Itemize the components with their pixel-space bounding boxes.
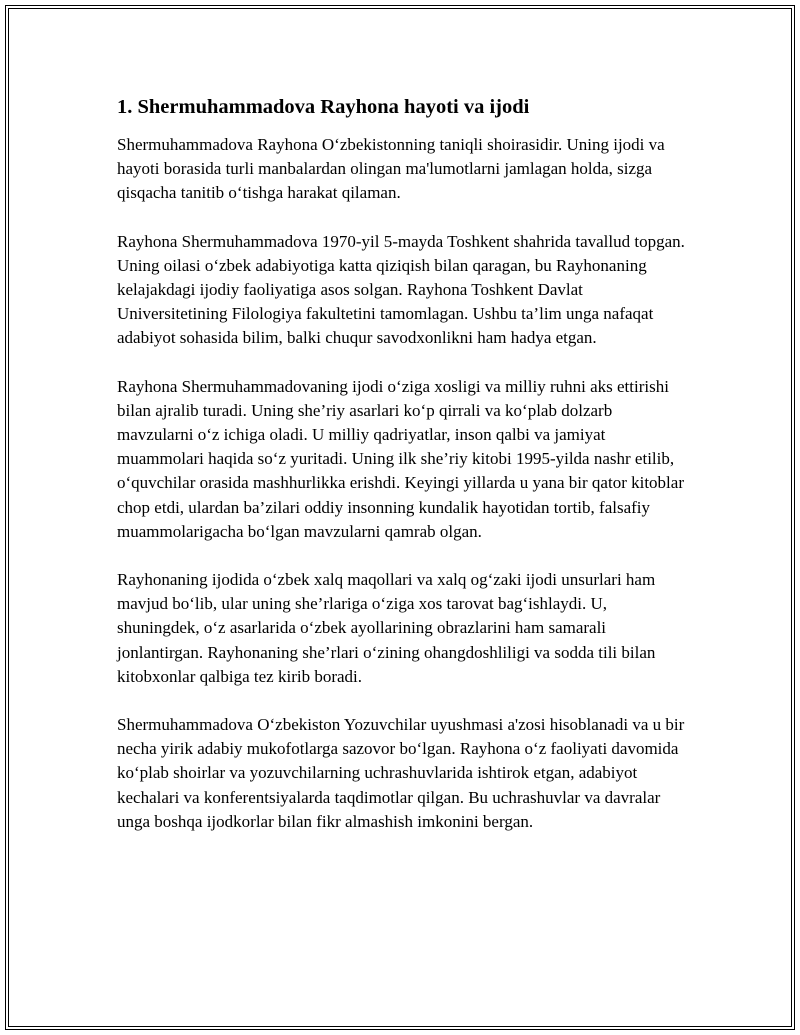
- document-title: 1. Shermuhammadova Rayhona hayoti va ijodi: [117, 96, 530, 118]
- paragraph-recognition: Shermuhammadova O‘zbekiston Yozuvchilar uyushmasi a'zosi hisoblanadi va u bir necha yirik adabiy mukofotlarga sazovor bo‘lgan. Rayhona o‘z faoliyati davomida ko‘plab shoirlar va yozuvchilarning uchrashuvlarida ishtirok etgan, adabiyot kechalari va konferentsiyalarda taqdimotlar qilgan. Bu uchrashuvlar va davralar unga boshqa ijodkorlar bilan fikr almashish imkonini bergan.: [117, 715, 685, 831]
- paragraph-biography: Rayhona Shermuhammadova 1970-yil 5-mayda Toshkent shahrida tavallud topgan. Uning oilasi o‘zbek adabiyotiga katta qiziqish bilan qaragan, bu Rayhonaning kelajakdagi ijodiy faoliyatiga asos solgan. Rayhona Toshkent Davlat Universitetining Filologiya fakultetini tamomlagan. Ushbu ta’lim unga nafaqat adabiyot sohasida bilim, balki chuqur savodxonlikni ham hadya etgan.: [117, 231, 685, 348]
- paragraph-intro: Shermuhammadova Rayhona O‘zbekistonning taniqli shoirasidir. Uning ijodi va hayoti borasida turli manbalardan olingan ma'lumotlarni jamlagan holda, sizga qisqacha tanitib o‘tishga harakat qilaman.: [117, 135, 665, 203]
- paragraph-creative-work: Rayhona Shermuhammadovaning ijodi o‘ziga xosligi va milliy ruhni aks ettirishi bilan ajralib turadi. Uning she’riy asarlari ko‘p qirrali va ko‘plab dolzarb mavzularni o‘z ichiga oladi. U milliy qadriyatlar, inson qalbi va jamiyat muammolari haqida so‘z yuritadi. Uning ilk she’riy kitobi 1995-yilda nashr etilib, o‘quvchilar orasida mashhurlikka erishdi. Keyingi yillarda u yana bir qator kitoblar chop etdi, ulardan ba’zilari oddiy insonning kundalik hayotidan tortib, falsafiy muammolarigacha bo‘lgan mavzularni qamrab olgan.: [117, 376, 684, 541]
- document-body: [117, 94, 687, 858]
- paragraph-folk-elements: Rayhonaning ijodida o‘zbek xalq maqollari va xalq og‘zaki ijodi unsurlari ham mavjud bo‘lib, ular uning she’rlariga o‘ziga xos tarovat bag‘ishlaydi. U, shuningdek, o‘z asarlarida o‘zbek ayollarining obrazlarini ham samarali jonlantirgan. Rayhonaning she’rlari o‘zining ohangdoshliligi va sodda tili bilan kitobxonlar qalbiga tez kirib boradi.: [117, 570, 656, 686]
